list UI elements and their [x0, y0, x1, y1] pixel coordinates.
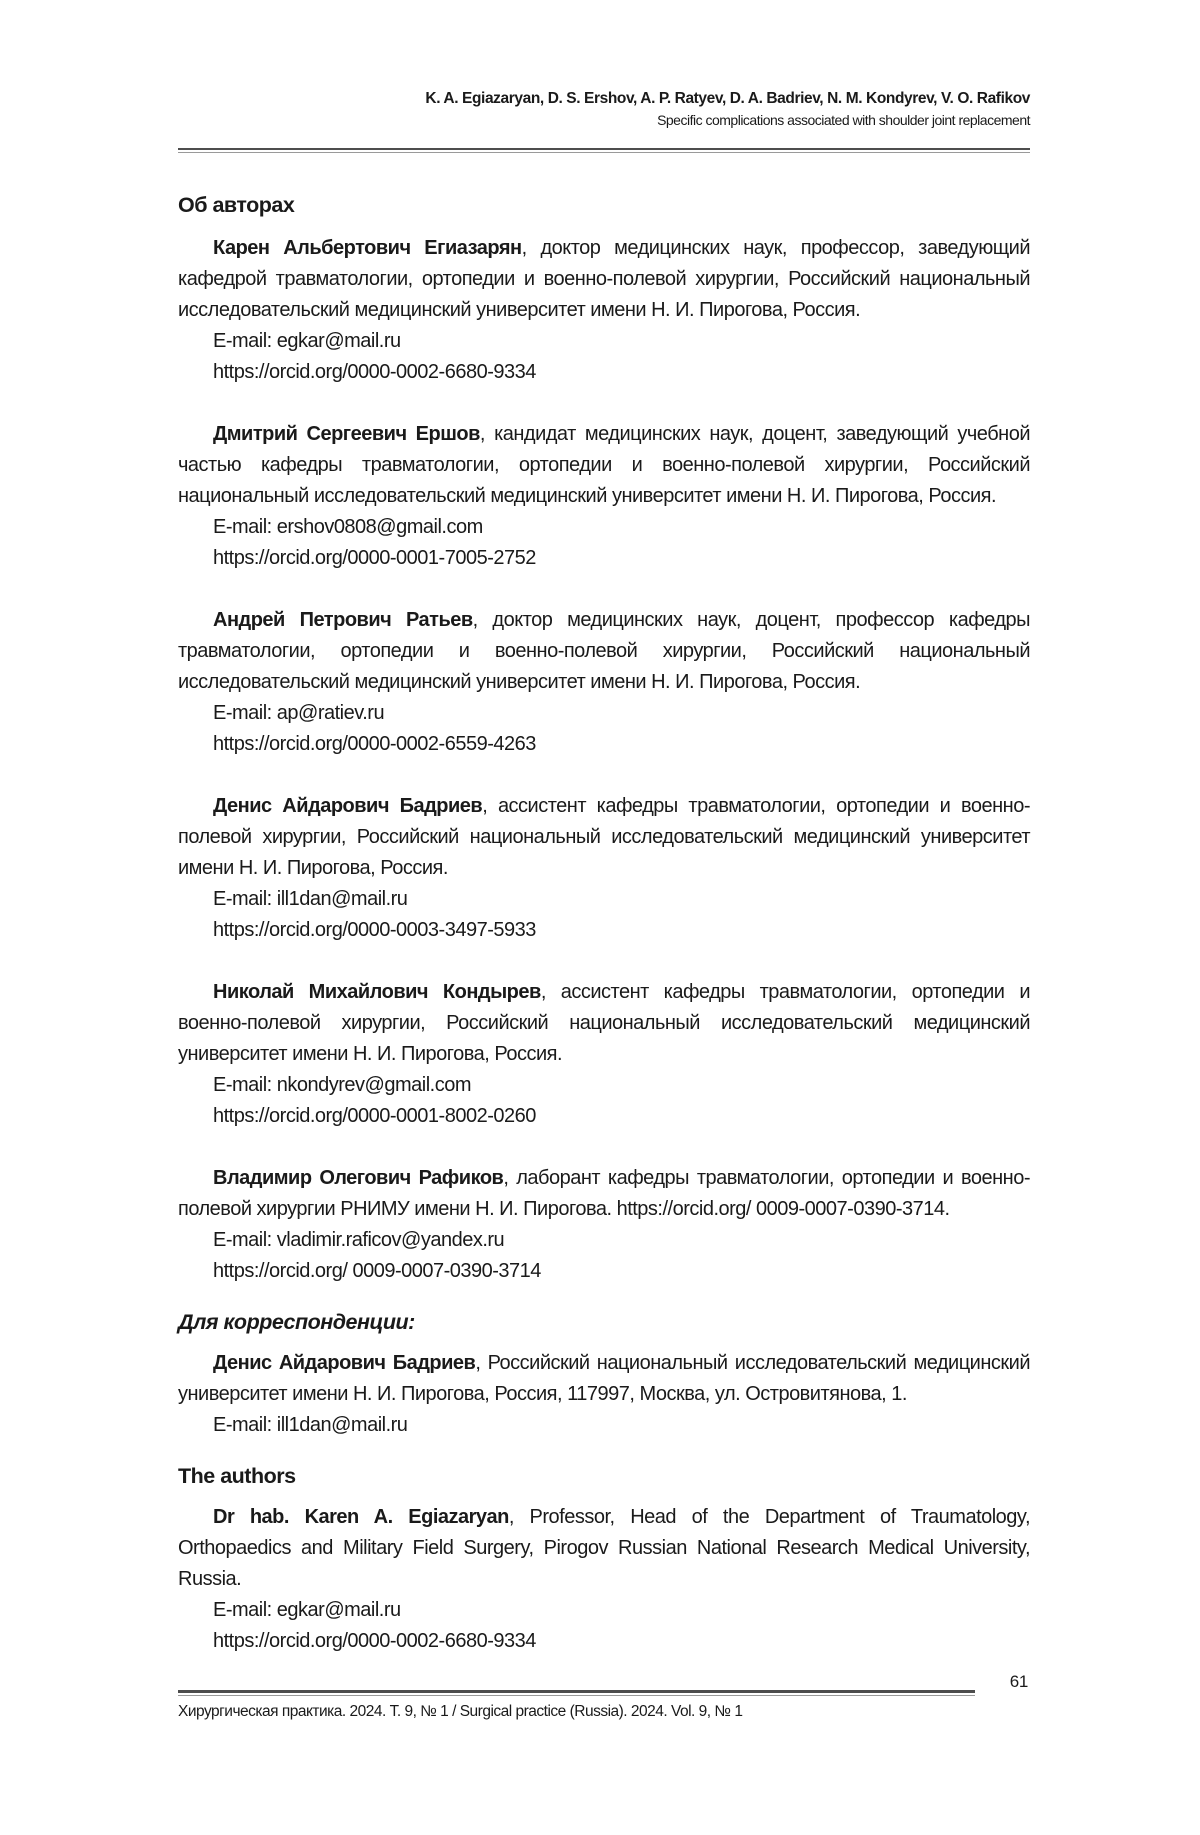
author-entry — [178, 233, 1030, 388]
author-orcid: https://orcid.org/0000-0003-3497-5933 — [213, 919, 536, 941]
author-description — [178, 791, 1030, 884]
footer-divider — [178, 1690, 975, 1693]
author-entry — [178, 1163, 1030, 1287]
author-email: E-mail: ershov0808@gmail.com — [213, 516, 483, 538]
page-content — [178, 180, 1030, 1657]
header-article-title: Specific complications associated with shoulder joint replacement — [657, 112, 1030, 128]
author-affiliation: , ассистент кафедры травматологии, ортопедии и военно-полевой хирургии, Российский национальный исследовательский медицинский университет имени Н. И. Пирогова, Россия. — [178, 795, 1031, 879]
author-orcid: https://orcid.org/0000-0002-6680-9334 — [213, 361, 536, 383]
author-affiliation: , доктор медицинских наук, профессор, заведующий кафедрой травматологии, ортопедии и военно-полевой хирургии, Российский национальный исследовательский медицинский университет имени Н. И. Пирогова, Россия. — [178, 237, 1031, 321]
running-header — [178, 88, 1030, 130]
author-entry-en — [178, 1502, 1030, 1657]
author-name: Владимир Олегович Рафиков — [213, 1167, 504, 1189]
author-email: E-mail: nkondyrev@gmail.com — [213, 1074, 471, 1096]
author-description — [178, 1163, 1030, 1225]
author-entry — [178, 605, 1030, 760]
author-description — [178, 605, 1030, 698]
author-orcid: https://orcid.org/ 0009-0007-0390-3714 — [213, 1260, 541, 1282]
correspondence-name: Денис Айдарович Бадриев — [213, 1352, 476, 1374]
header-divider — [178, 148, 1030, 150]
author-name-en: Dr hab. Karen A. Egiazaryan — [213, 1506, 509, 1528]
header-authors: K. A. Egiazaryan, D. S. Ershov, A. P. Ratyev, D. A. Badriev, N. M. Kondyrev, V. O. Rafikov — [425, 90, 1030, 107]
section-title-correspondence: Для корреспонденции: — [178, 1310, 415, 1334]
author-affiliation: , кандидат медицинских наук, доцент, заведующий учебной частью кафедры травматологии, ортопедии и военно-полевой хирургии, Российский национальный исследовательский медицинский университет имени Н. И. Пирогова, Россия. — [178, 423, 1030, 507]
author-description — [178, 419, 1030, 512]
author-email: E-mail: egkar@mail.ru — [213, 330, 401, 352]
footer-divider-thin — [178, 1695, 975, 1696]
section-title-authors-en: The authors — [178, 1464, 296, 1488]
author-name: Николай Михайлович Кондырев — [213, 981, 541, 1003]
author-email-en: E-mail: egkar@mail.ru — [213, 1599, 401, 1621]
author-orcid-en: https://orcid.org/0000-0002-6680-9334 — [213, 1630, 536, 1652]
author-name: Андрей Петрович Ратьев — [213, 609, 473, 631]
author-affiliation: , доктор медицинских наук, доцент, профессор кафедры травматологии, ортопедии и военно-полевой хирургии, Российский национальный исследовательский медицинский университет имени Н. И. Пирогова, Россия. — [178, 609, 1030, 693]
author-email: E-mail: vladimir.raficov@yandex.ru — [213, 1229, 505, 1251]
author-affiliation: , ассистент кафедры травматологии, ортопедии и военно-полевой хирургии, Российский национальный исследовательский медицинский университет имени Н. И. Пирогова, Россия. — [178, 981, 1031, 1065]
header-divider-thin — [178, 152, 1030, 153]
author-orcid: https://orcid.org/0000-0001-8002-0260 — [213, 1105, 536, 1127]
author-orcid: https://orcid.org/0000-0002-6559-4263 — [213, 733, 536, 755]
author-name: Денис Айдарович Бадриев — [213, 795, 483, 817]
correspondence-email: E-mail: ill1dan@mail.ru — [213, 1414, 408, 1436]
author-description-en — [178, 1502, 1030, 1595]
author-affiliation-en: , Professor, Head of the Department of Traumatology, Orthopaedics and Military Field Surgery, Pirogov Russian National Research Medical University, Russia. — [178, 1506, 1031, 1590]
author-orcid: https://orcid.org/0000-0001-7005-2752 — [213, 547, 536, 569]
author-name: Дмитрий Сергеевич Ершов — [213, 423, 480, 445]
author-email: E-mail: ap@ratiev.ru — [213, 702, 385, 724]
page-number: 61 — [1009, 1672, 1028, 1691]
correspondence-description — [178, 1348, 1030, 1410]
author-entry — [178, 977, 1030, 1132]
author-entry — [178, 791, 1030, 946]
section-title-about-authors: Об авторах — [178, 193, 295, 217]
author-affiliation: , лаборант кафедры травматологии, ортопедии и военно-полевой хирургии РНИМУ имени Н. И. Пирогова. https://orcid.org/ 0009-0007-0390-3714. — [178, 1167, 1031, 1220]
author-entry — [178, 419, 1030, 574]
author-email: E-mail: ill1dan@mail.ru — [213, 888, 408, 910]
author-description — [178, 977, 1030, 1070]
author-name: Карен Альбертович Егиазарян — [213, 237, 522, 259]
author-description — [178, 233, 1030, 326]
correspondence-entry — [178, 1348, 1030, 1441]
journal-citation: Хирургическая практика. 2024. Т. 9, № 1 / Surgical practice (Russia). 2024. Vol. 9, № 1 — [178, 1703, 743, 1720]
correspondence-address: , Российский национальный исследовательский медицинский университет имени Н. И. Пирогова, Россия, 117997, Москва, ул. Островитянова, 1. — [178, 1352, 1030, 1405]
